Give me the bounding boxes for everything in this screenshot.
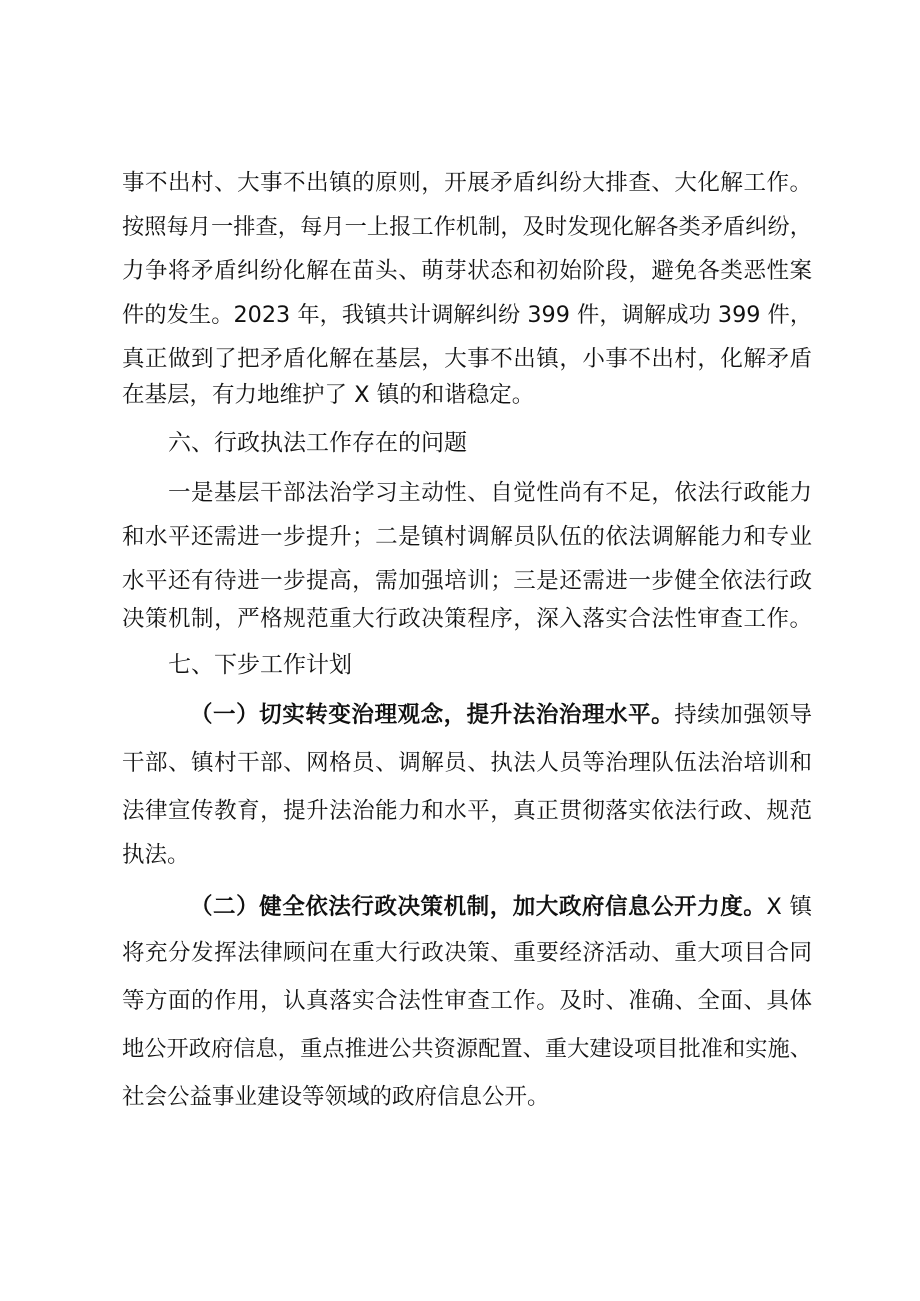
section-heading: 六、行政执法工作存在的问题 (168, 430, 467, 456)
item-first-line (122, 892, 812, 922)
paragraph-line: 社会公益事业建设等领域的政府信息公开。 (122, 1084, 550, 1110)
paragraph-line: 真正做到了把矛盾化解在基层，大事不出镇，小事不出村，化解矛盾 (122, 346, 812, 372)
paragraph-line: 水平还有待进一步提高，需加强培训；三是还需进一步健全依法行政 (122, 568, 812, 594)
paragraph-line: 一是基层干部法治学习主动性、自觉性尚有不足，依法行政能力 (168, 480, 812, 506)
paragraph-line: 地公开政府信息，重点推进公共资源配置、重大建设项目批准和实施、 (122, 1036, 812, 1062)
paragraph-line: 按照每月一排查，每月一上报工作机制，及时发现化解各类矛盾纠纷， (122, 214, 812, 240)
item-first-line (122, 700, 812, 730)
paragraph-line: 将充分发挥法律顾问在重大行政决策、重要经济活动、重大项目合同 (122, 940, 812, 966)
item-text: 持续加强领导 (674, 702, 812, 728)
paragraph-line: 干部、镇村干部、网格员、调解员、执法人员等治理队伍法治培训和 (122, 750, 812, 776)
section-heading: 七、下步工作计划 (168, 652, 352, 678)
paragraph-line: 和水平还需进一步提升；二是镇村调解员队伍的依法调解能力和专业 (122, 524, 812, 550)
paragraph-line: 力争将矛盾纠纷化解在苗头、萌芽状态和初始阶段，避免各类恶性案 (122, 258, 812, 284)
paragraph-line: 决策机制，严格规范重大行政决策程序，深入落实合法性审查工作。 (122, 606, 812, 632)
paragraph-line: 法律宣传教育，提升法治能力和水平，真正贯彻落实依法行政、规范 (122, 798, 812, 824)
paragraph-line: 事不出村、大事不出镇的原则，开展矛盾纠纷大排查、大化解工作。 (122, 170, 812, 196)
item-title: （一）切实转变治理观念，提升法治治理水平。 (190, 702, 675, 728)
paragraph-line: 在基层，有力地维护了 X 镇的和谐稳定。 (122, 382, 535, 408)
item-title: （二）健全依法行政决策机制，加大政府信息公开力度。 (190, 894, 767, 920)
item-text: X 镇 (766, 894, 812, 920)
paragraph-line: 件的发生。2023 年，我镇共计调解纠纷 399 件，调解成功 399 件， (122, 302, 813, 328)
paragraph-line: 执法。 (122, 842, 190, 868)
paragraph-line: 等方面的作用，认真落实合法性审查工作。及时、准确、全面、具体 (122, 988, 812, 1014)
